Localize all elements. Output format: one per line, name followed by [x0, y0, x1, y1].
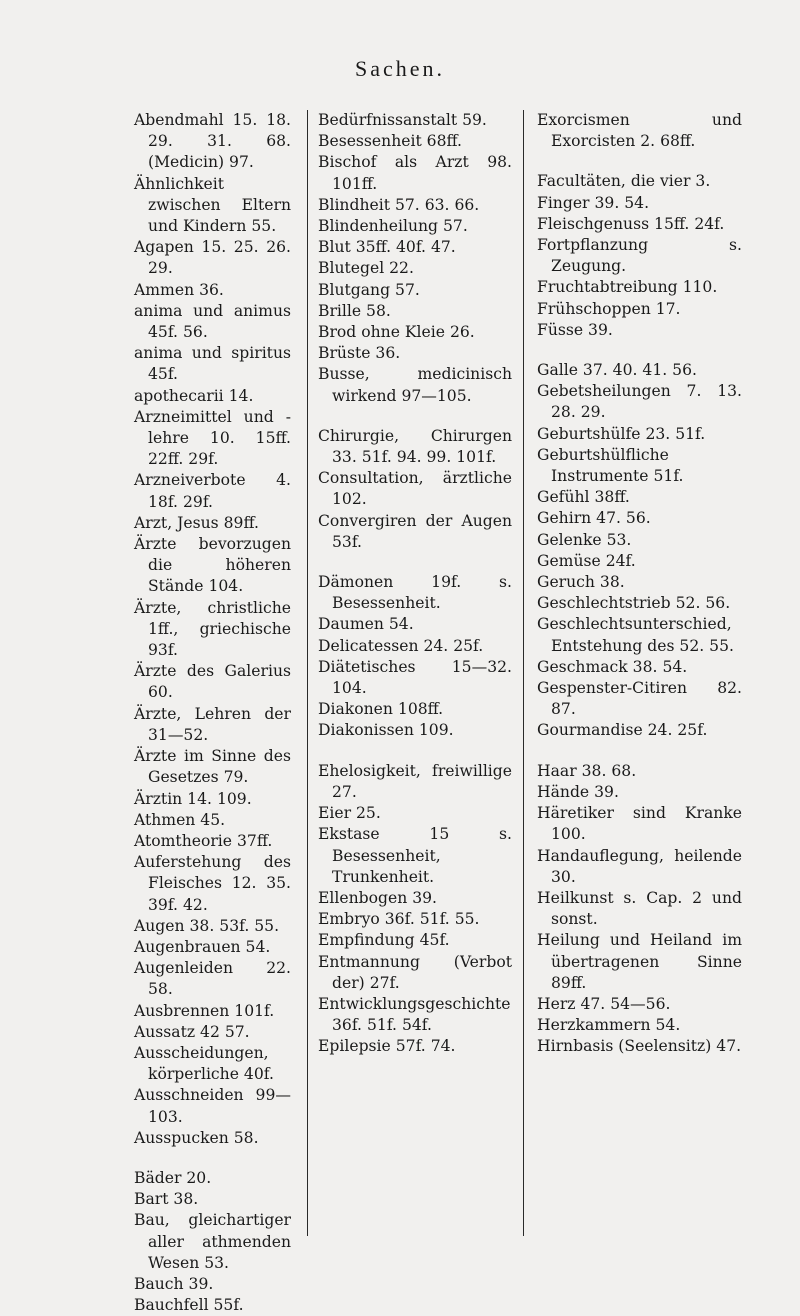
section-gap: [134, 1149, 291, 1168]
index-entry: Gourmandise 24. 25f.: [537, 721, 708, 740]
index-entry: Fruchtabtreibung 110.: [537, 278, 718, 297]
index-entry: Ärzte, Lehren der 31—52.: [134, 704, 291, 744]
index-entry: Hände 39.: [537, 782, 619, 801]
index-entry: Finger 39. 54.: [537, 193, 650, 212]
index-entry: Athmen 45.: [134, 810, 226, 829]
index-entry: Fleischgenuss 15ff. 24f.: [537, 214, 725, 233]
index-entry: Heilkunst s. Cap. 2 und sonst.: [537, 888, 742, 929]
index-entry: Galle 37. 40. 41. 56.: [537, 361, 697, 380]
index-entry: anima und animus 45f. 56.: [134, 301, 291, 342]
index-entry: Bau, gleichartiger aller athmenden Wesen 53.: [134, 1211, 291, 1272]
index-entry: Füsse 39.: [537, 320, 613, 339]
index-entry: Entwicklungsgeschichte 36f. 51f. 54f.: [318, 994, 511, 1035]
index-entry: Auferstehung des Fleisches 12. 35. 39f. 42.: [134, 853, 291, 914]
index-entry: Brille 58.: [318, 301, 391, 320]
index-entry: Geschlechtstrieb 52. 56.: [537, 594, 731, 613]
index-entry: Epilepsie 57f. 74.: [318, 1037, 456, 1056]
index-entry: Ärzte bevorzugen die höheren Stände 104.: [134, 535, 291, 596]
index-entry: Ärzte im Sinne des Gesetzes 79.: [134, 747, 291, 787]
index-entry: Geburtshülfe 23. 51f.: [537, 424, 706, 443]
index-entry: Dämonen 19f. s. Besessenheit.: [318, 573, 512, 613]
index-entry: Ausspucken 58.: [134, 1128, 259, 1147]
index-entry: Facultäten, die vier 3.: [537, 172, 711, 191]
index-entry: Ammen 36.: [134, 280, 224, 299]
index-entry: Besessenheit 68ff.: [318, 132, 462, 151]
index-entry: Diakonen 108ff.: [318, 700, 444, 719]
index-entry: Aussatz 42 57.: [134, 1022, 250, 1041]
index-entry: Arzneiverbote 4. 18f. 29f.: [134, 471, 291, 511]
index-entry: Ellenbogen 39.: [318, 888, 438, 907]
index-entry: Geruch 38.: [537, 573, 625, 592]
section-gap: [537, 742, 742, 761]
index-entry: Empfindung 45f.: [318, 931, 450, 950]
index-entry: Blutgang 57.: [318, 280, 420, 299]
index-entry: anima und spiritus 45f.: [134, 344, 291, 384]
index-entry: Geschlechtsunterschied, Entstehung des 52. 55.: [537, 615, 734, 655]
index-entry: Abendmahl 15. 18. 29. 31. 68. (Medicin) 97.: [134, 111, 291, 172]
index-entry: Ausschneiden 99—103.: [134, 1086, 291, 1126]
index-entry: Brod ohne Kleie 26.: [318, 323, 475, 342]
index-entry: Herzkammern 54.: [537, 1016, 681, 1035]
index-entry: Gelenke 53.: [537, 530, 632, 549]
index-entry: Fortpflanzung s. Zeugung.: [537, 236, 742, 276]
index-entry: Gefühl 38ff.: [537, 488, 630, 507]
index-entry: Heilung und Heiland im übertragenen Sinne 89ff.: [537, 931, 742, 992]
index-entry: Augen 38. 53f. 55.: [134, 916, 280, 935]
index-entry: Delicatessen 24. 25f.: [318, 636, 484, 655]
index-entry: Chirurgie, Chirurgen 33. 51f. 94. 99. 101f.: [318, 426, 512, 467]
index-entry: Bauchfell 55f.: [134, 1296, 244, 1315]
index-entry: Ärzte, christliche 1ff., griechische 93f.: [134, 598, 291, 660]
index-entry: Hirnbasis (Seelensitz) 47.: [537, 1037, 742, 1056]
section-gap: [318, 407, 512, 426]
index-entry: Ausscheidungen, körperliche 40f.: [134, 1043, 274, 1084]
index-entry: Gebetsheilungen 7. 13. 28. 29.: [537, 382, 742, 422]
index-entry: Arzt, Jesus 89ff.: [134, 513, 259, 532]
index-entry: Embryo 36f. 51f. 55.: [318, 910, 480, 929]
column-divider: [307, 110, 308, 1236]
index-entry: Handauflegung, heilende 30.: [537, 846, 742, 886]
index-entry: apothecarii 14.: [134, 386, 254, 405]
column-divider: [523, 110, 524, 1236]
index-entry: Brüste 36.: [318, 344, 401, 363]
index-entry: Agapen 15. 25. 26. 29.: [134, 238, 291, 278]
index-entry: Exorcismen und Exorcisten 2. 68ff.: [537, 111, 742, 151]
index-entry: Geburtshülfliche Instrumente 51f.: [537, 445, 684, 486]
index-column-2: [318, 110, 512, 1305]
index-entry: Bedürfnissanstalt 59.: [318, 111, 487, 129]
index-entry: Consultation, ärztliche 102.: [318, 469, 512, 509]
index-entry: Atomtheorie 37ff.: [134, 831, 273, 850]
index-entry: Ausbrennen 101f.: [134, 1001, 275, 1020]
index-entry: Diakonissen 109.: [318, 721, 454, 740]
index-entry: Bauch 39.: [134, 1274, 214, 1293]
index-entry: Blindenheilung 57.: [318, 217, 468, 236]
index-entry: Haar 38. 68.: [537, 761, 637, 780]
index-entry: Ärzte des Galerius 60.: [134, 662, 291, 702]
index-entry: Herz 47. 54—56.: [537, 994, 671, 1013]
section-gap: [537, 341, 742, 360]
index-entry: Eier 25.: [318, 804, 381, 823]
index-entry: Convergiren der Augen 53f.: [318, 511, 512, 551]
section-gap: [318, 742, 512, 761]
index-entry: Gespenster-Citiren 82. 87.: [537, 679, 742, 719]
index-entry: Gemüse 24f.: [537, 551, 636, 570]
index-entry: Daumen 54.: [318, 615, 414, 634]
page-title: Sachen.: [354, 56, 446, 81]
index-entry: Frühschoppen 17.: [537, 299, 681, 318]
index-column-1: [134, 110, 291, 1315]
index-entry: Diätetisches 15—32. 104.: [318, 657, 512, 698]
index-entry: Augenleiden 22. 58.: [134, 959, 291, 999]
index-entry: Gehirn 47. 56.: [537, 509, 651, 528]
index-entry: Bäder 20.: [134, 1168, 212, 1187]
section-gap: [318, 553, 512, 572]
index-entry: Bart 38.: [134, 1190, 199, 1209]
section-gap: [537, 152, 742, 171]
index-entry: Bischof als Arzt 98. 101ff.: [318, 153, 512, 193]
index-entry: Augenbrauen 54.: [134, 937, 271, 956]
index-entry: Arzneimittel und -lehre 10. 15ff. 22ff. 29f.: [134, 407, 291, 469]
index-entry: Entmannung (Verbot der) 27f.: [318, 952, 512, 992]
index-entry: Ärztin 14. 109.: [134, 789, 252, 808]
index-entry: Geschmack 38. 54.: [537, 657, 688, 676]
index-entry: Ekstase 15 s. Besessenheit, Trunkenheit.: [318, 825, 512, 886]
index-entry: Blut 35ff. 40f. 47.: [318, 238, 456, 257]
index-entry: Blutegel 22.: [318, 259, 414, 278]
index-entry: Blindheit 57. 63. 66.: [318, 195, 480, 214]
index-entry: Häretiker sind Kranke 100.: [537, 804, 742, 844]
index-column-3: [537, 110, 742, 1305]
index-entry: Busse, medicinisch wirkend 97—105.: [318, 365, 512, 405]
index-entry: Ähnlichkeit zwischen Eltern und Kindern 55.: [134, 174, 291, 236]
index-entry: Ehelosigkeit, freiwillige 27.: [318, 761, 512, 801]
